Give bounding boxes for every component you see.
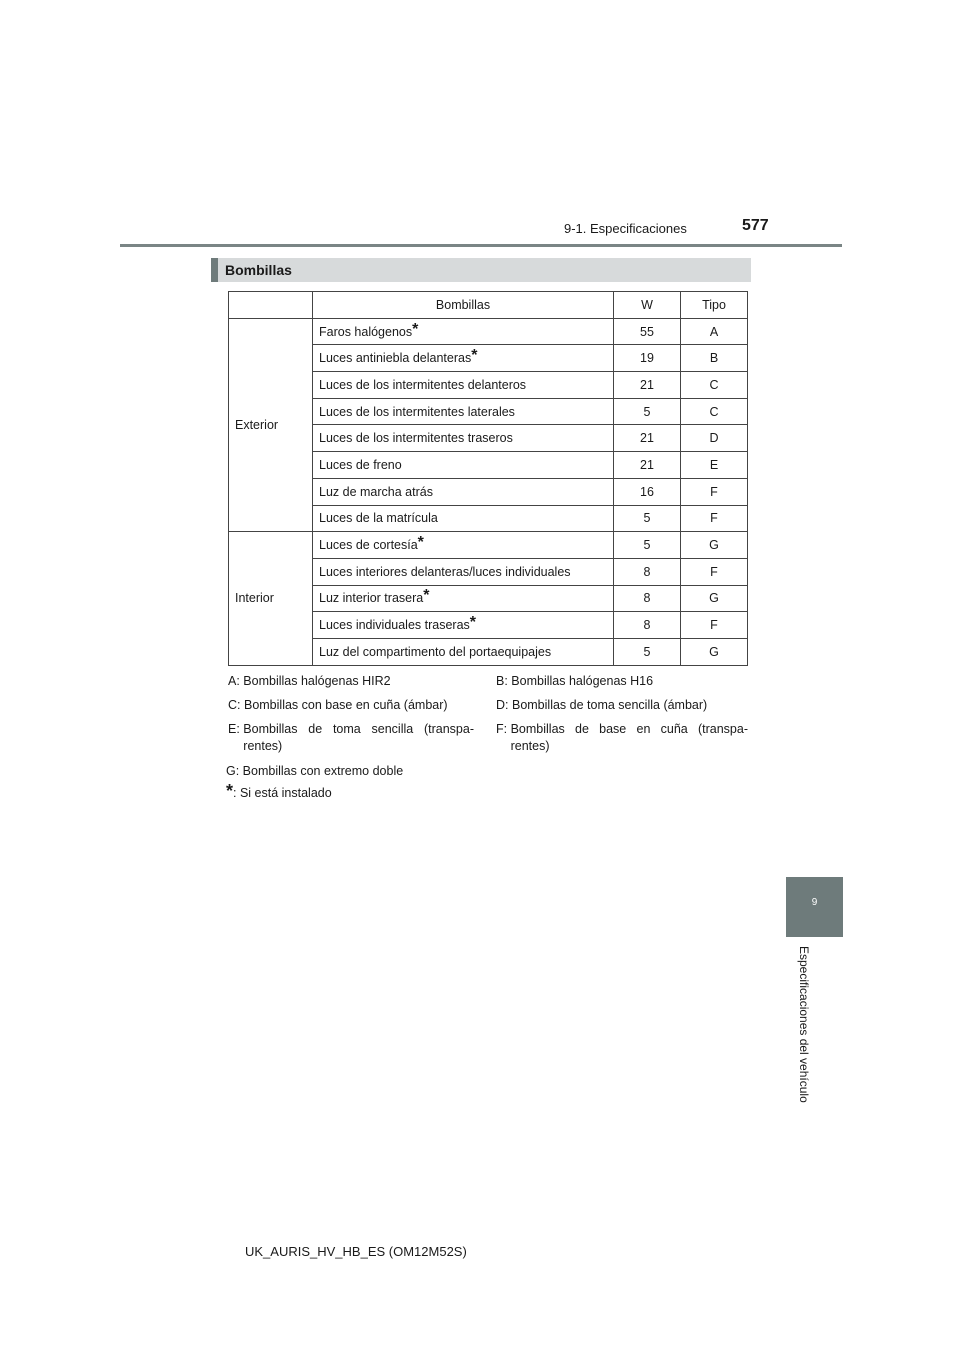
footnote <box>226 781 332 801</box>
wattage-cell: 8 <box>614 612 681 639</box>
footnote-text: : Si está instalado <box>233 786 332 800</box>
legend-f: F: Bombillas de base en cuña (transpa-rentes) <box>496 722 748 753</box>
category-cell: Interior <box>229 532 313 665</box>
section-title: Bombillas <box>225 262 292 278</box>
bulb-name: Luces individuales traseras <box>319 618 470 633</box>
type-cell: B <box>681 345 748 372</box>
bulb-name-cell <box>313 585 614 612</box>
asterisk-icon: * <box>469 614 477 632</box>
type-cell: A <box>681 318 748 345</box>
bulb-name: Faros halógenos <box>319 324 413 339</box>
section-heading: 9-1. Especificaciones <box>564 221 687 236</box>
page-number: 577 <box>742 217 769 234</box>
wattage-cell: 16 <box>614 478 681 505</box>
legend-e: E: Bombillas de toma sencilla (transpa-rentes) <box>228 722 474 753</box>
type-cell: C <box>681 372 748 399</box>
bulb-name-cell <box>313 638 614 665</box>
asterisk-icon: * <box>471 347 478 365</box>
bulb-name: Luz del compartimento del portaequipajes <box>319 644 552 659</box>
header-cell-bulbs: Bombillas <box>313 292 614 319</box>
header-cell-category <box>229 292 313 319</box>
type-cell: F <box>681 612 748 639</box>
bulb-name: Luces de cortesía <box>319 538 418 553</box>
header-divider <box>120 244 842 247</box>
wattage-cell: 8 <box>614 558 681 585</box>
wattage-cell: 5 <box>614 505 681 532</box>
type-cell: G <box>681 585 748 612</box>
bulb-name-cell <box>313 532 614 559</box>
wattage-cell: 55 <box>614 318 681 345</box>
bulb-name-cell <box>313 478 614 505</box>
wattage-cell: 21 <box>614 452 681 479</box>
type-cell: E <box>681 452 748 479</box>
type-cell: D <box>681 425 748 452</box>
bulbs-table <box>228 291 748 666</box>
bulb-name-cell <box>313 345 614 372</box>
legend-b: B: Bombillas halógenas H16 <box>496 674 654 688</box>
title-accent <box>211 258 218 282</box>
bulb-name-cell <box>313 372 614 399</box>
chapter-tab <box>786 877 843 937</box>
document-code: UK_AURIS_HV_HB_ES (OM12M52S) <box>245 1244 467 1259</box>
type-cell: F <box>681 478 748 505</box>
bulb-name: Luces de freno <box>319 457 402 472</box>
table-header-row <box>229 292 748 319</box>
asterisk-icon: * <box>226 781 234 801</box>
wattage-cell: 21 <box>614 372 681 399</box>
bulb-name: Luces de los intermitentes laterales <box>319 404 515 419</box>
bulb-name-cell <box>313 318 614 345</box>
type-cell: F <box>681 558 748 585</box>
bulb-name-cell <box>313 558 614 585</box>
bulb-name-cell <box>313 398 614 425</box>
wattage-cell: 19 <box>614 345 681 372</box>
table-row <box>229 532 748 559</box>
header-cell-type: Tipo <box>681 292 748 319</box>
wattage-cell: 5 <box>614 398 681 425</box>
type-cell: G <box>681 532 748 559</box>
asterisk-icon: * <box>417 534 424 552</box>
table-body <box>229 318 748 665</box>
category-cell: Exterior <box>229 318 313 532</box>
type-cell: C <box>681 398 748 425</box>
bulb-name-cell <box>313 425 614 452</box>
bulb-name: Luces de los intermitentes delanteros <box>319 377 527 392</box>
chapter-label: Especificaciones del vehículo <box>797 946 811 1103</box>
wattage-cell: 8 <box>614 585 681 612</box>
bulb-name: Luces de la matrícula <box>319 511 438 526</box>
chapter-number: 9 <box>811 897 818 908</box>
asterisk-icon: * <box>412 320 419 338</box>
bulb-name-cell <box>313 505 614 532</box>
bulb-name-cell <box>313 452 614 479</box>
bulb-name: Luces antiniebla delanteras <box>319 351 472 366</box>
type-cell: F <box>681 505 748 532</box>
bulb-name: Luz interior trasera <box>319 591 424 606</box>
legend-d: D: Bombillas de toma sencilla (ámbar) <box>496 698 708 712</box>
legend-c: C: Bombillas con base en cuña (ámbar) <box>228 698 448 712</box>
asterisk-icon: * <box>423 587 430 605</box>
bulb-name: Luces de los intermitentes traseros <box>319 431 513 446</box>
bulb-name: Luz de marcha atrás <box>319 484 433 499</box>
wattage-cell: 5 <box>614 638 681 665</box>
legend-a: A: Bombillas halógenas HIR2 <box>228 674 391 688</box>
header-cell-w: W <box>614 292 681 319</box>
wattage-cell: 21 <box>614 425 681 452</box>
table-row <box>229 318 748 345</box>
wattage-cell: 5 <box>614 532 681 559</box>
type-cell: G <box>681 638 748 665</box>
legend-g: G: Bombillas con extremo doble <box>226 764 404 778</box>
section-title-bar <box>211 258 751 282</box>
bulb-name: Luces interiores delanteras/luces individuales <box>319 564 571 579</box>
bulb-name-cell <box>313 612 614 639</box>
